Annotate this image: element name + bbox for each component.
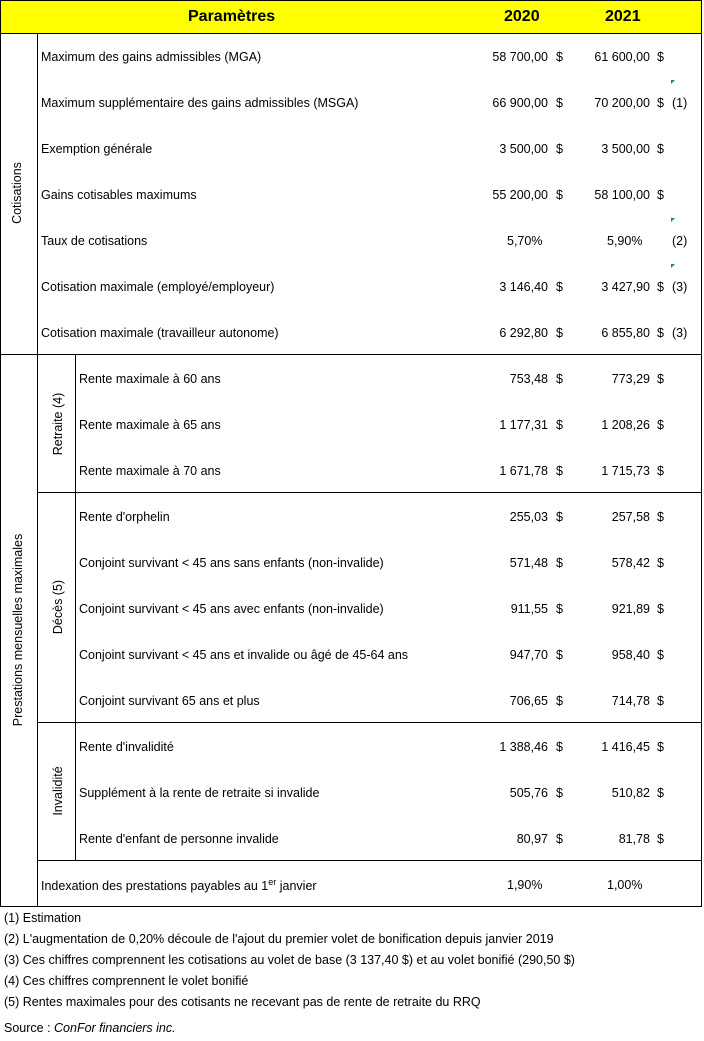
indexation-2020: 1,90% (507, 878, 543, 892)
deces-divider (37, 722, 702, 723)
value-2021: 921,89 (611, 602, 650, 616)
header-parametres: Paramètres (188, 8, 276, 25)
value-2021: 3 500,00 (601, 142, 650, 156)
row-label: Supplément à la rente de retraite si invalide (79, 786, 320, 800)
value-2020: 3 146,40 (499, 280, 548, 294)
currency-2020: $ (556, 648, 563, 662)
currency-2020: $ (556, 372, 563, 386)
currency-2021: $ (657, 832, 664, 846)
currency-2021: $ (657, 372, 664, 386)
indexation-2021: 1,00% (607, 878, 643, 892)
table-bottom-border (0, 906, 702, 907)
row-label: Taux de cotisations (41, 234, 148, 248)
footnote-3: (3) Ces chiffres comprennent les cotisations au volet de base (3 137,40 $) et au volet bonifié (290,50 $) (4, 953, 575, 967)
row-label: Rente d'enfant de personne invalide (79, 832, 279, 846)
currency-2020: $ (556, 602, 563, 616)
currency-2020: $ (556, 510, 563, 524)
section-label-cotisations: Cotisations (10, 162, 24, 224)
row-label: Rente maximale à 65 ans (79, 418, 221, 432)
footnote-1: (1) Estimation (4, 911, 82, 925)
indexation-label: Indexation des prestations payables au 1er janvier (41, 877, 317, 894)
header-year-2020: 2020 (504, 8, 540, 25)
retraite-divider (37, 492, 702, 493)
currency-2020: $ (556, 188, 563, 202)
value-2020: 947,70 (509, 648, 548, 662)
currency-2020: $ (556, 418, 563, 432)
section-column-border (37, 33, 38, 907)
comment-marker (671, 264, 675, 268)
row-label: Rente d'orphelin (79, 510, 170, 524)
value-2021: 773,29 (611, 372, 650, 386)
value-2021: 1 715,73 (601, 464, 650, 478)
value-2021: 70 200,00 (594, 96, 650, 110)
invalidite-divider (37, 860, 702, 861)
footnote-2: (2) L'augmentation de 0,20% découle de l'ajout du premier volet de bonification depuis janvier 2019 (4, 932, 554, 946)
table-left-border (0, 33, 1, 907)
value-2020: 753,48 (509, 372, 548, 386)
value-2021: 81,78 (618, 832, 650, 846)
section-label-prestations: Prestations mensuelles maximales (11, 533, 25, 727)
value-2020: 55 200,00 (492, 188, 548, 202)
subsection-column-border (75, 354, 76, 860)
row-note: (2) (672, 234, 688, 248)
currency-2021: $ (657, 418, 664, 432)
currency-2021: $ (657, 510, 664, 524)
currency-2021: $ (657, 326, 664, 340)
row-note: (1) (672, 96, 688, 110)
value-2020: 571,48 (509, 556, 548, 570)
value-2020: 255,03 (509, 510, 548, 524)
value-2020: 58 700,00 (492, 50, 548, 64)
currency-2021: $ (657, 556, 664, 570)
row-label: Rente maximale à 70 ans (79, 464, 221, 478)
currency-2020: $ (556, 142, 563, 156)
currency-2020: $ (556, 556, 563, 570)
value-2021: 5,90% (607, 234, 643, 248)
row-label: Maximum des gains admissibles (MGA) (41, 50, 262, 64)
value-2021: 714,78 (611, 694, 650, 708)
value-2021: 257,58 (611, 510, 650, 524)
row-note: (3) (672, 326, 688, 340)
value-2021: 958,40 (611, 648, 650, 662)
currency-2021: $ (657, 694, 664, 708)
value-2021: 6 855,80 (601, 326, 650, 340)
row-label: Cotisation maximale (travailleur autonome) (41, 326, 279, 340)
currency-2020: $ (556, 96, 563, 110)
table-header (0, 0, 702, 33)
currency-2020: $ (556, 694, 563, 708)
currency-2021: $ (657, 188, 664, 202)
value-2020: 505,76 (509, 786, 548, 800)
currency-2021: $ (657, 96, 664, 110)
currency-2021: $ (657, 464, 664, 478)
currency-2020: $ (556, 50, 563, 64)
row-label: Maximum supplémentaire des gains admissibles (MSGA) (41, 96, 359, 110)
row-label: Conjoint survivant < 45 ans sans enfants (non-invalide) (79, 556, 384, 570)
value-2020: 66 900,00 (492, 96, 548, 110)
source-name: ConFor financiers inc. (54, 1021, 176, 1035)
footnote-5: (5) Rentes maximales pour des cotisants ne recevant pas de rente de retraite du RRQ (4, 995, 481, 1009)
currency-2020: $ (556, 464, 563, 478)
currency-2020: $ (556, 832, 563, 846)
value-2021: 1 208,26 (601, 418, 650, 432)
header-bottom-border (0, 33, 702, 34)
currency-2021: $ (657, 740, 664, 754)
row-label: Conjoint survivant 65 ans et plus (79, 694, 260, 708)
footnote-4: (4) Ces chiffres comprennent le volet bonifié (4, 974, 249, 988)
value-2021: 1 416,45 (601, 740, 650, 754)
row-label: Rente d'invalidité (79, 740, 174, 754)
row-label: Conjoint survivant < 45 ans et invalide ou âgé de 45-64 ans (79, 648, 409, 662)
value-2020: 911,55 (510, 602, 548, 616)
currency-2021: $ (657, 142, 664, 156)
value-2020: 1 671,78 (499, 464, 548, 478)
subsection-label-invalidite: Invalidité (51, 766, 65, 816)
comment-marker (671, 80, 675, 84)
currency-2020: $ (556, 740, 563, 754)
subsection-label-retraite: Retraite (4) (51, 392, 65, 456)
row-label: Exemption générale (41, 142, 153, 156)
value-2020: 3 500,00 (499, 142, 548, 156)
row-note: (3) (672, 280, 688, 294)
currency-2020: $ (556, 280, 563, 294)
currency-2020: $ (556, 786, 563, 800)
cotisations-divider (0, 354, 702, 355)
comment-marker (671, 218, 675, 222)
value-2021: 61 600,00 (594, 50, 650, 64)
currency-2021: $ (657, 648, 664, 662)
value-2020: 80,97 (516, 832, 548, 846)
header-year-2021: 2021 (605, 8, 641, 25)
currency-2021: $ (657, 786, 664, 800)
row-label: Conjoint survivant < 45 ans avec enfants (non-invalide) (79, 602, 384, 616)
value-2021: 3 427,90 (601, 280, 650, 294)
row-label: Gains cotisables maximums (41, 188, 197, 202)
value-2021: 578,42 (611, 556, 650, 570)
table-right-border (701, 33, 702, 907)
subsection-label-deces: Décès (5) (51, 579, 65, 635)
value-2020: 6 292,80 (499, 326, 548, 340)
row-label: Rente maximale à 60 ans (79, 372, 221, 386)
value-2020: 1 388,46 (499, 740, 548, 754)
value-2020: 1 177,31 (499, 418, 548, 432)
value-2021: 510,82 (611, 786, 650, 800)
currency-2021: $ (657, 602, 664, 616)
currency-2021: $ (657, 50, 664, 64)
row-label: Cotisation maximale (employé/employeur) (41, 280, 275, 294)
value-2020: 706,65 (509, 694, 548, 708)
value-2021: 58 100,00 (594, 188, 650, 202)
value-2020: 5,70% (507, 234, 543, 248)
currency-2021: $ (657, 280, 664, 294)
source-line: Source : ConFor financiers inc. (4, 1021, 176, 1035)
currency-2020: $ (556, 326, 563, 340)
